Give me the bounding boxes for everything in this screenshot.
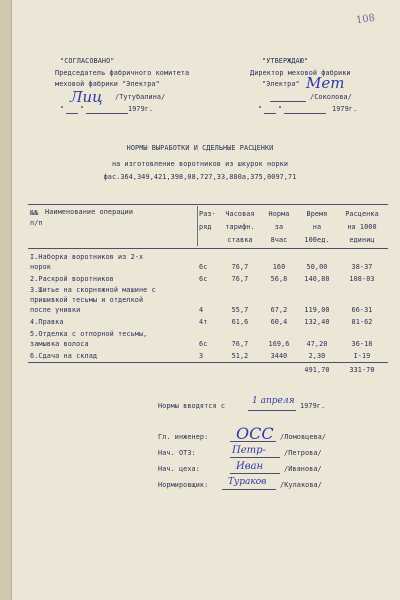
signature-role: Гл. инженер: bbox=[158, 433, 209, 441]
month-blank bbox=[86, 113, 128, 114]
row-grade: 6с bbox=[199, 275, 208, 283]
row-name-line: 5.Отделка с отпорной тесьмы, bbox=[30, 330, 148, 338]
approval-left-signer: /Тутубалина/ bbox=[115, 93, 166, 101]
total-price: 331-70 bbox=[349, 366, 375, 374]
approval-right-line2: "Электра" bbox=[262, 80, 300, 88]
signature-line bbox=[230, 473, 280, 474]
row-rate: 61,6 bbox=[231, 318, 249, 326]
row-time: 50,00 bbox=[306, 263, 328, 271]
intro-text: Нормы вводятся с bbox=[158, 402, 226, 410]
signer-blank bbox=[270, 101, 306, 102]
date-blank bbox=[248, 410, 296, 411]
row-grade: 6с bbox=[199, 263, 208, 271]
header-norm: Норма за 8час bbox=[268, 210, 290, 244]
approval-right-signer: /Соколова/ bbox=[310, 93, 352, 101]
row-price: 66-31 bbox=[351, 306, 373, 314]
date-blank bbox=[66, 113, 78, 114]
row-rate: 76,7 bbox=[231, 263, 249, 271]
row-name-line: 4.Правка bbox=[30, 318, 64, 326]
signature-line bbox=[222, 489, 276, 490]
row-norm: 169,6 bbox=[268, 340, 290, 348]
approval-right-heading: "УТВЕРЖДАЮ" bbox=[262, 57, 309, 65]
signature-role: Нормировщик: bbox=[158, 481, 209, 489]
approval-left-heading: "СОГЛАСОВАНО" bbox=[60, 57, 115, 65]
row-price: 81-62 bbox=[351, 318, 373, 326]
row-time: 2,30 bbox=[308, 352, 326, 360]
approval-left-line2: меховой фабрики "Электра" bbox=[55, 80, 160, 88]
row-grade: 4 bbox=[199, 306, 204, 314]
row-rate: 76,7 bbox=[231, 340, 249, 348]
signature-text: Тураков bbox=[228, 477, 267, 487]
row-name-line: норок bbox=[30, 263, 51, 271]
row-norm: 56,8 bbox=[270, 275, 288, 283]
row-rate: 51,2 bbox=[231, 352, 249, 360]
row-name-line: 2.Раскрой воротников bbox=[30, 275, 114, 283]
column-divider bbox=[197, 206, 198, 246]
intro-year: 1979г. bbox=[300, 402, 326, 410]
approval-left-date-close: " bbox=[80, 105, 85, 113]
approval-left-year: 1979г. bbox=[128, 105, 154, 113]
row-time: 140,80 bbox=[304, 275, 330, 283]
total-time: 491,70 bbox=[304, 366, 330, 374]
header-name: Наименование операции bbox=[45, 208, 134, 216]
row-name-line: замывка волоса bbox=[30, 340, 89, 348]
row-norm: 60,4 bbox=[270, 318, 288, 326]
row-name-line: пришивкой тесьмы и отделкой bbox=[30, 296, 144, 304]
row-price: 108-03 bbox=[349, 275, 375, 283]
signature-name: /Кулакова/ bbox=[280, 481, 322, 489]
header-time: Время на 100ед. bbox=[304, 210, 330, 244]
signature-mark-right: Мет bbox=[306, 74, 345, 92]
month-blank bbox=[284, 113, 326, 114]
row-name-line: I.Наборка воротников из 2-х bbox=[30, 253, 144, 261]
table-top-rule bbox=[28, 204, 388, 205]
title-line1: НОРМЫ ВЫРАБОТКИ И СДЕЛЬНЫЕ РАСЦЕНКИ bbox=[126, 144, 274, 152]
approval-right-date-close: " bbox=[278, 105, 283, 113]
row-grade: 4т bbox=[199, 318, 208, 326]
header-price: Расценка на 1000 единиц bbox=[345, 210, 379, 244]
table-bottom-rule bbox=[28, 362, 388, 363]
row-norm: 3440 bbox=[270, 352, 288, 360]
row-price: 36-18 bbox=[351, 340, 373, 348]
signature-name: /Иванова/ bbox=[284, 465, 322, 473]
approval-right-line1: Директор меховой фабрики bbox=[250, 69, 351, 77]
row-rate: 76,7 bbox=[231, 275, 249, 283]
row-rate: 55,7 bbox=[231, 306, 249, 314]
row-grade: 3 bbox=[199, 352, 204, 360]
signature-role: Нач. ОТЗ: bbox=[158, 449, 196, 457]
approval-right-date-open: " bbox=[258, 105, 263, 113]
signature-mark-left: Лиц bbox=[70, 88, 103, 106]
header-grade: Раз- ряд bbox=[199, 210, 216, 231]
signature-scribble: ОСС bbox=[236, 424, 274, 443]
row-price: I-19 bbox=[353, 352, 371, 360]
row-name-line: 3.Шитье на скорняжной машине с bbox=[30, 286, 156, 294]
header-rate: Часовая тарифн. ставка bbox=[225, 210, 255, 244]
title-line3: фас.364,349,421,398,08,727,33,880а,375,0097,71 bbox=[103, 173, 297, 181]
row-name-line: после унивки bbox=[30, 306, 81, 314]
title-line2: на изготовление воротников из шкурок норки bbox=[111, 160, 289, 168]
signature-scribble: Иван bbox=[236, 461, 264, 472]
sheet-number: 108 bbox=[355, 12, 376, 27]
binding-strip bbox=[0, 0, 12, 600]
approval-right-year: 1979г. bbox=[332, 105, 358, 113]
header-num: №№ п/п bbox=[30, 209, 43, 227]
signature-role: Нач. цеха: bbox=[158, 465, 200, 473]
row-time: 119,00 bbox=[304, 306, 330, 314]
table-header-rule bbox=[28, 248, 388, 249]
row-name-line: 6.Сдача на склад bbox=[30, 352, 98, 360]
signature-name: /Петрова/ bbox=[284, 449, 322, 457]
approval-left-date-open: " bbox=[60, 105, 65, 113]
date-blank bbox=[264, 113, 276, 114]
row-price: 38-37 bbox=[351, 263, 373, 271]
row-time: 132,40 bbox=[304, 318, 330, 326]
approval-left-line1: Председатель фабричного комитета bbox=[55, 69, 190, 77]
signature-scribble: Петр- bbox=[232, 445, 266, 456]
signature-line bbox=[230, 457, 280, 458]
effective-date-handwritten: 1 апреля bbox=[252, 396, 295, 406]
row-grade: 6с bbox=[199, 340, 208, 348]
row-norm: 160 bbox=[272, 263, 286, 271]
row-norm: 67,2 bbox=[270, 306, 288, 314]
signature-name: /Ломовцева/ bbox=[280, 433, 327, 441]
row-time: 47,20 bbox=[306, 340, 328, 348]
